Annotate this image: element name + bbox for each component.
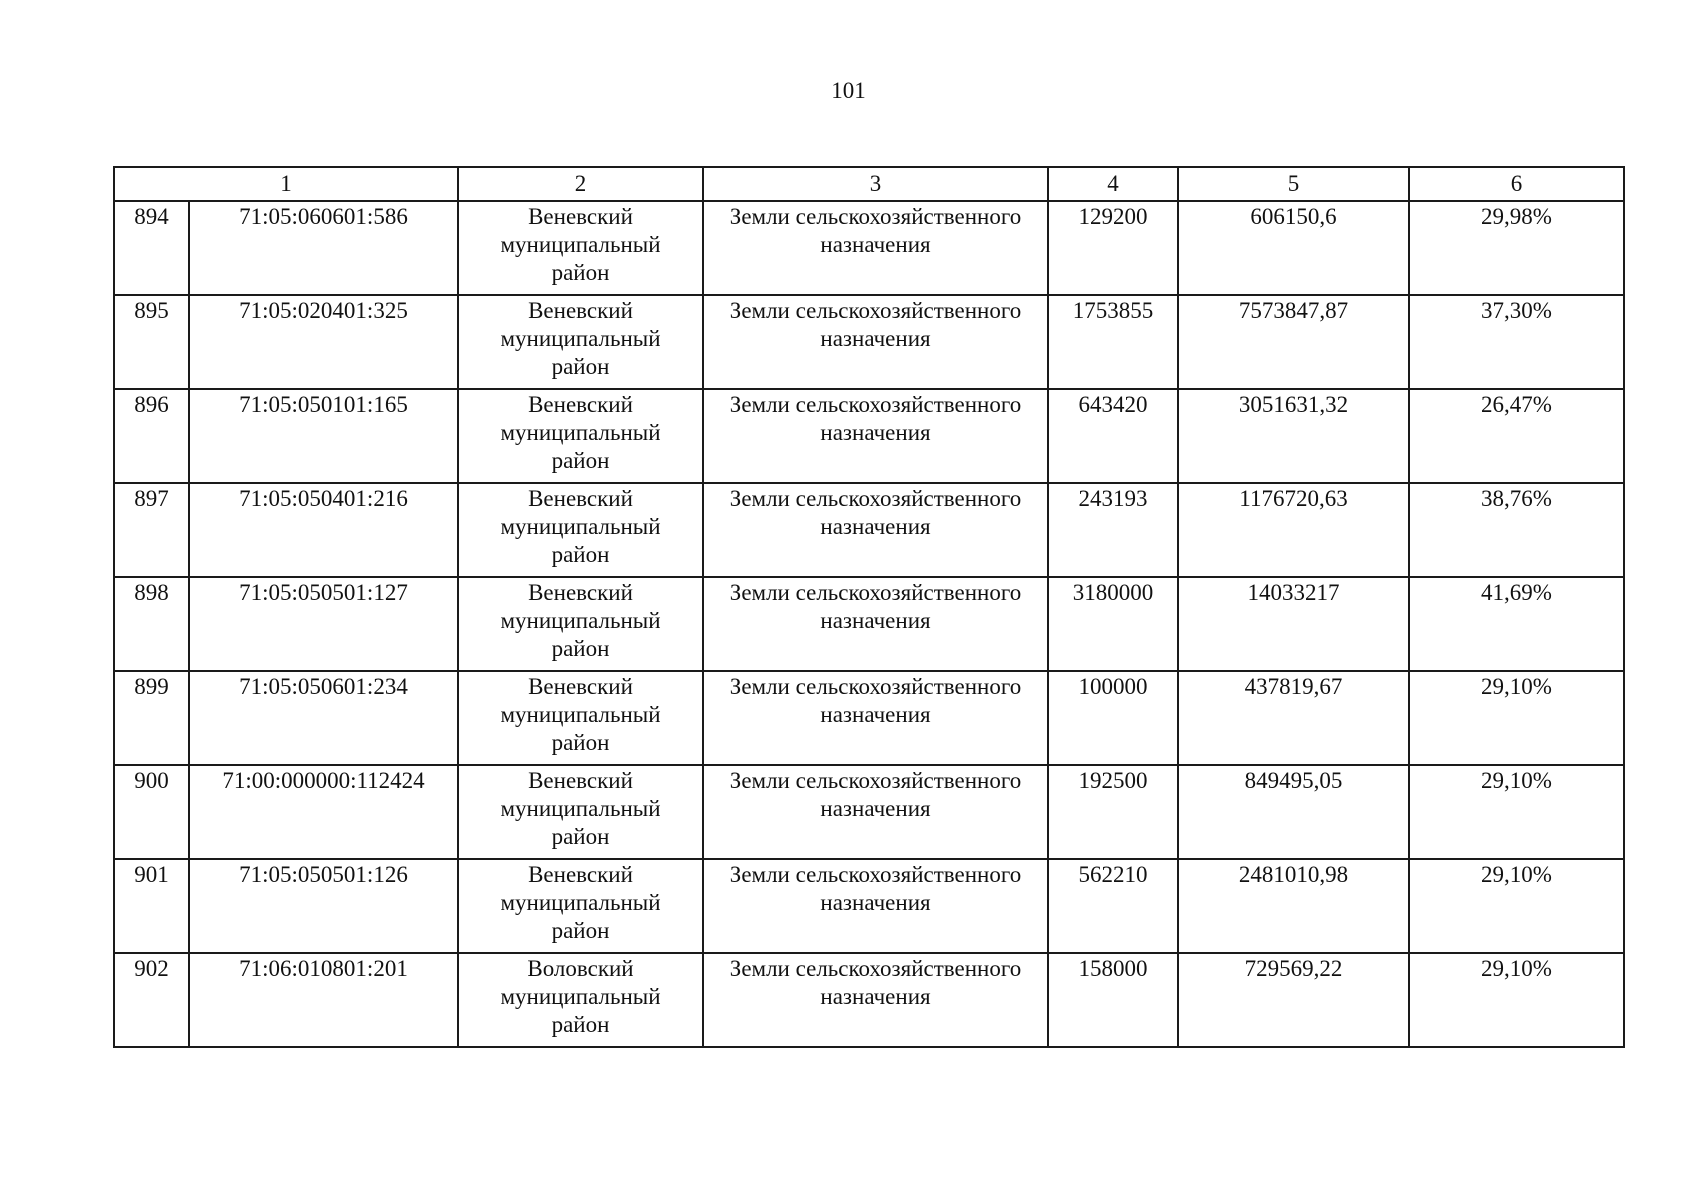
land-category-cell <box>703 577 1048 671</box>
row-number-cell-line: 898 <box>134 580 169 605</box>
cadastral-number-cell <box>189 859 458 953</box>
land-category-cell-line: назначения <box>820 890 931 915</box>
district-cell-line: Веневский <box>528 674 633 699</box>
land-category-cell <box>703 483 1048 577</box>
district-cell-line: район <box>551 354 610 379</box>
district-cell-line: Воловский <box>527 956 634 981</box>
land-category-cell-line: Земли сельскохозяйственного <box>729 204 1022 229</box>
row-number-cell <box>114 483 189 577</box>
land-category-cell <box>703 389 1048 483</box>
row-number-cell-line: 894 <box>134 204 169 229</box>
area-cell-line: 100000 <box>1078 674 1148 699</box>
percent-cell <box>1409 577 1624 671</box>
cadastral-value-cell <box>1178 389 1409 483</box>
district-cell <box>458 765 703 859</box>
table-row <box>114 577 1624 671</box>
cadastral-number-cell-line: 71:05:050401:216 <box>239 486 408 511</box>
district-cell <box>458 859 703 953</box>
column-number-6: 6 <box>1409 167 1624 201</box>
district-cell-line: муниципальный <box>500 796 661 821</box>
district-cell-line: Веневский <box>528 862 633 887</box>
table-row <box>114 765 1624 859</box>
area-cell-line: 158000 <box>1078 956 1148 981</box>
area-cell-line: 643420 <box>1078 392 1148 417</box>
district-cell-line: муниципальный <box>500 232 661 257</box>
table-row <box>114 483 1624 577</box>
land-category-cell-line: Земли сельскохозяйственного <box>729 580 1022 605</box>
cadastral-number-cell <box>189 577 458 671</box>
cadastral-number-cell <box>189 953 458 1047</box>
cadastral-value-cell <box>1178 765 1409 859</box>
district-cell-line: район <box>551 636 610 661</box>
district-cell <box>458 295 703 389</box>
land-category-cell <box>703 859 1048 953</box>
table-row <box>114 859 1624 953</box>
district-cell-line: муниципальный <box>500 608 661 633</box>
land-category-cell <box>703 765 1048 859</box>
percent-cell <box>1409 201 1624 295</box>
district-cell <box>458 201 703 295</box>
area-cell <box>1048 389 1178 483</box>
percent-cell-line: 29,10% <box>1481 768 1552 793</box>
district-cell <box>458 389 703 483</box>
area-cell <box>1048 953 1178 1047</box>
land-category-cell-line: Земли сельскохозяйственного <box>729 392 1022 417</box>
row-number-cell-line: 901 <box>134 862 169 887</box>
cadastral-value-cell-line: 7573847,87 <box>1238 298 1349 323</box>
cadastral-number-cell-line: 71:05:050601:234 <box>239 674 408 699</box>
cadastral-number-cell <box>189 765 458 859</box>
row-number-cell <box>114 577 189 671</box>
district-cell-line: район <box>551 824 610 849</box>
land-category-cell-line: назначения <box>820 702 931 727</box>
district-cell-line: муниципальный <box>500 890 661 915</box>
table-row <box>114 671 1624 765</box>
cadastral-number-cell-line: 71:05:050101:165 <box>239 392 408 417</box>
land-category-cell-line: назначения <box>820 232 931 257</box>
district-cell-line: район <box>551 260 610 285</box>
cadastral-number-cell <box>189 483 458 577</box>
row-number-cell <box>114 295 189 389</box>
percent-cell <box>1409 953 1624 1047</box>
cadastral-value-cell <box>1178 483 1409 577</box>
table-row <box>114 295 1624 389</box>
district-cell-line: район <box>551 542 610 567</box>
row-number-cell <box>114 953 189 1047</box>
table-row <box>114 389 1624 483</box>
district-cell-line: муниципальный <box>500 326 661 351</box>
cadastral-value-cell-line: 3051631,32 <box>1238 392 1349 417</box>
percent-cell-line: 38,76% <box>1481 486 1552 511</box>
land-category-cell-line: назначения <box>820 420 931 445</box>
cadastral-value-cell-line: 1176720,63 <box>1239 486 1348 511</box>
cadastral-value-cell <box>1178 671 1409 765</box>
percent-cell <box>1409 389 1624 483</box>
land-category-cell-line: Земли сельскохозяйственного <box>729 298 1022 323</box>
row-number-cell-line: 897 <box>134 486 169 511</box>
cadastral-value-cell-line: 729569,22 <box>1244 956 1343 981</box>
cadastral-value-cell <box>1178 577 1409 671</box>
district-cell-line: Веневский <box>528 392 633 417</box>
land-category-cell-line: назначения <box>820 984 931 1009</box>
area-cell <box>1048 201 1178 295</box>
land-category-cell <box>703 295 1048 389</box>
district-cell-line: муниципальный <box>500 984 661 1009</box>
district-cell-line: район <box>551 448 610 473</box>
percent-cell <box>1409 765 1624 859</box>
percent-cell-line: 41,69% <box>1481 580 1552 605</box>
area-cell <box>1048 577 1178 671</box>
area-cell <box>1048 859 1178 953</box>
cadastral-number-cell <box>189 295 458 389</box>
percent-cell-line: 29,10% <box>1481 862 1552 887</box>
district-cell-line: Веневский <box>528 298 633 323</box>
percent-cell <box>1409 671 1624 765</box>
table-row <box>114 953 1624 1047</box>
column-number-4: 4 <box>1048 167 1178 201</box>
percent-cell-line: 37,30% <box>1481 298 1552 323</box>
cadastral-number-cell-line: 71:05:050501:127 <box>239 580 408 605</box>
percent-cell-line: 29,98% <box>1481 204 1552 229</box>
district-cell-line: район <box>551 730 610 755</box>
cadastral-number-cell-line: 71:05:060601:586 <box>239 204 408 229</box>
cadastral-value-cell-line: 2481010,98 <box>1238 862 1349 887</box>
land-category-cell-line: Земли сельскохозяйственного <box>729 674 1022 699</box>
percent-cell <box>1409 295 1624 389</box>
table-row <box>114 201 1624 295</box>
row-number-cell <box>114 201 189 295</box>
percent-cell-line: 29,10% <box>1481 956 1552 981</box>
cadastral-value-cell <box>1178 295 1409 389</box>
percent-cell-line: 26,47% <box>1481 392 1552 417</box>
cadastral-value-cell-line: 606150,6 <box>1250 204 1337 229</box>
district-cell <box>458 577 703 671</box>
district-cell-line: муниципальный <box>500 420 661 445</box>
area-cell-line: 1753855 <box>1072 298 1154 323</box>
cadastral-value-cell <box>1178 953 1409 1047</box>
district-cell-line: Веневский <box>528 204 633 229</box>
percent-cell <box>1409 483 1624 577</box>
column-number-row <box>114 167 1624 201</box>
area-cell-line: 129200 <box>1078 204 1148 229</box>
cadastral-number-cell-line: 71:06:010801:201 <box>239 956 408 981</box>
cadastral-value-cell-line: 437819,67 <box>1244 674 1343 699</box>
row-number-cell <box>114 389 189 483</box>
district-cell-line: Веневский <box>528 768 633 793</box>
area-cell <box>1048 483 1178 577</box>
cadastral-value-cell <box>1178 859 1409 953</box>
row-number-cell <box>114 859 189 953</box>
cadastral-number-cell-line: 71:05:020401:325 <box>239 298 408 323</box>
percent-cell-line: 29,10% <box>1481 674 1552 699</box>
row-number-cell <box>114 765 189 859</box>
district-cell-line: муниципальный <box>500 702 661 727</box>
area-cell-line: 243193 <box>1078 486 1148 511</box>
row-number-cell <box>114 671 189 765</box>
cadastral-number-cell <box>189 671 458 765</box>
column-number-2: 2 <box>458 167 703 201</box>
district-cell <box>458 671 703 765</box>
row-number-cell-line: 895 <box>134 298 169 323</box>
area-cell-line: 192500 <box>1078 768 1148 793</box>
cadastral-value-cell-line: 849495,05 <box>1244 768 1343 793</box>
land-category-cell <box>703 953 1048 1047</box>
district-cell-line: муниципальный <box>500 514 661 539</box>
row-number-cell-line: 896 <box>134 392 169 417</box>
land-category-cell-line: назначения <box>820 514 931 539</box>
cadastral-value-cell-line: 14033217 <box>1247 580 1340 605</box>
row-number-cell-line: 899 <box>134 674 169 699</box>
area-cell <box>1048 671 1178 765</box>
area-cell-line: 562210 <box>1078 862 1148 887</box>
cadastral-value-cell <box>1178 201 1409 295</box>
district-cell-line: район <box>551 1012 610 1037</box>
land-category-cell-line: назначения <box>820 608 931 633</box>
area-cell <box>1048 295 1178 389</box>
column-number-3: 3 <box>703 167 1048 201</box>
cadastral-number-cell-line: 71:00:000000:112424 <box>222 768 425 793</box>
district-cell-line: Веневский <box>528 580 633 605</box>
area-cell <box>1048 765 1178 859</box>
cadastral-number-cell-line: 71:05:050501:126 <box>239 862 408 887</box>
district-cell-line: район <box>551 918 610 943</box>
row-number-cell-line: 902 <box>134 956 169 981</box>
land-category-cell-line: назначения <box>820 796 931 821</box>
land-category-cell <box>703 201 1048 295</box>
land-category-cell-line: назначения <box>820 326 931 351</box>
land-category-cell-line: Земли сельскохозяйственного <box>729 862 1022 887</box>
land-category-cell <box>703 671 1048 765</box>
land-category-cell-line: Земли сельскохозяйственного <box>729 956 1022 981</box>
cadastral-number-cell <box>189 201 458 295</box>
row-number-cell-line: 900 <box>134 768 169 793</box>
district-cell <box>458 953 703 1047</box>
land-category-cell-line: Земли сельскохозяйственного <box>729 486 1022 511</box>
area-cell-line: 3180000 <box>1072 580 1154 605</box>
land-category-cell-line: Земли сельскохозяйственного <box>729 768 1022 793</box>
column-number-1: 1 <box>114 167 458 201</box>
page-number: 101 <box>831 78 866 103</box>
cadastral-number-cell <box>189 389 458 483</box>
column-number-5: 5 <box>1178 167 1409 201</box>
land-plot-table <box>113 166 1625 1048</box>
district-cell <box>458 483 703 577</box>
percent-cell <box>1409 859 1624 953</box>
district-cell-line: Веневский <box>528 486 633 511</box>
